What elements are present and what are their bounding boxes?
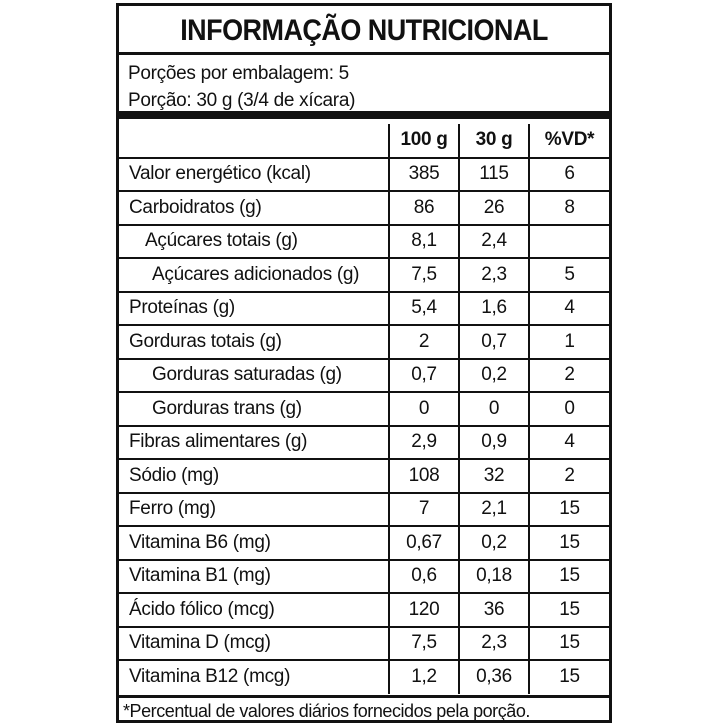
table-row: [119, 526, 609, 560]
value-per-serving: 2,4: [459, 225, 529, 259]
value-per-100g: 0,7: [389, 359, 459, 393]
table-row: [119, 660, 609, 694]
table-row: [119, 493, 609, 527]
value-per-serving: 36: [459, 593, 529, 627]
value-daily-percent: 4: [529, 426, 609, 460]
value-daily-percent: 15: [529, 593, 609, 627]
value-per-100g: 8,1: [389, 225, 459, 259]
label-title: INFORMAÇÃO NUTRICIONAL: [180, 14, 548, 47]
header-daily-value: %VD*: [529, 124, 609, 158]
serving-info: [128, 60, 355, 114]
value-daily-percent: 15: [529, 560, 609, 594]
header-nutrient: [119, 124, 389, 158]
servings-per-package: Porções por embalagem: 5: [128, 63, 349, 84]
value-per-serving: 115: [459, 158, 529, 192]
value-per-serving: 2,3: [459, 627, 529, 661]
footnote: *Percentual de valores diários fornecidos pela porção.: [123, 701, 530, 721]
value-per-serving: 26: [459, 191, 529, 225]
nutrition-facts-label: [116, 3, 612, 723]
header-per-serving: 30 g: [459, 124, 529, 158]
value-per-100g: 2: [389, 325, 459, 359]
value-daily-percent: 15: [529, 660, 609, 694]
value-per-100g: 86: [389, 191, 459, 225]
value-per-serving: 0: [459, 392, 529, 426]
value-per-serving: 1,6: [459, 292, 529, 326]
serving-size: Porção: 30 g (3/4 de xícara): [128, 90, 356, 111]
value-daily-percent: 8: [529, 191, 609, 225]
value-per-serving: 0,18: [459, 560, 529, 594]
table-row: [119, 225, 609, 259]
value-daily-percent: 15: [529, 493, 609, 527]
table-row: [119, 191, 609, 225]
value-daily-percent: 5: [529, 258, 609, 292]
value-daily-percent: 2: [529, 459, 609, 493]
table-row: [119, 560, 609, 594]
table-row: [119, 325, 609, 359]
nutrient-name: Vitamina D (mcg): [119, 627, 389, 661]
nutrient-name: Açúcares adicionados (g): [119, 258, 389, 292]
value-daily-percent: [529, 225, 609, 259]
table-body: [119, 158, 609, 694]
table-row: [119, 292, 609, 326]
nutrient-name: Vitamina B6 (mg): [119, 526, 389, 560]
table-row: [119, 426, 609, 460]
nutrient-name: Vitamina B12 (mcg): [129, 666, 291, 688]
nutrient-name: Carboidratos (g): [119, 191, 389, 225]
nutrient-name: Gorduras trans (g): [119, 392, 389, 426]
nutrient-name: Vitamina B1 (mg): [119, 560, 389, 594]
value-per-serving: 32: [459, 459, 529, 493]
value-daily-percent: 1: [529, 325, 609, 359]
title-divider: [119, 52, 609, 55]
bottom-divider: [119, 695, 609, 698]
value-per-serving: 0,36: [459, 660, 529, 694]
value-per-100g: 385: [389, 158, 459, 192]
value-daily-percent: 15: [529, 526, 609, 560]
table-row: [119, 627, 609, 661]
value-per-serving: 2,1: [459, 493, 529, 527]
table-row: [119, 258, 609, 292]
value-per-serving: 0,2: [459, 526, 529, 560]
table-row: [119, 158, 609, 192]
value-per-100g: 2,9: [389, 426, 459, 460]
table-header-row: [119, 124, 609, 158]
value-daily-percent: 15: [529, 627, 609, 661]
table-row: [119, 359, 609, 393]
nutrient-name: Proteínas (g): [119, 292, 389, 326]
table-row: [119, 459, 609, 493]
value-per-serving: 0,2: [459, 359, 529, 393]
value-daily-percent: 4: [529, 292, 609, 326]
value-daily-percent: 2: [529, 359, 609, 393]
value-per-100g: 7,5: [389, 258, 459, 292]
nutrient-name: Valor energético (kcal): [119, 158, 389, 192]
table-row: [119, 392, 609, 426]
value-per-100g: 5,4: [389, 292, 459, 326]
value-per-serving: 0,7: [459, 325, 529, 359]
nutrient-name: Ferro (mg): [119, 493, 389, 527]
nutrient-name: Fibras alimentares (g): [119, 426, 389, 460]
value-per-100g: 0,67: [389, 526, 459, 560]
nutrient-name: Açúcares totais (g): [119, 225, 389, 259]
value-per-100g: 0: [389, 392, 459, 426]
nutrition-table: [119, 124, 609, 694]
value-per-100g: 120: [389, 593, 459, 627]
value-daily-percent: 6: [529, 158, 609, 192]
nutrient-name: Gorduras totais (g): [119, 325, 389, 359]
value-per-serving: 0,9: [459, 426, 529, 460]
value-per-100g: 7: [389, 493, 459, 527]
value-daily-percent: 0: [529, 392, 609, 426]
nutrient-name: Sódio (mg): [119, 459, 389, 493]
value-per-100g: 0,6: [389, 560, 459, 594]
header-per-100g: 100 g: [389, 124, 459, 158]
nutrient-name: Ácido fólico (mcg): [119, 593, 389, 627]
nutrient-name: Gorduras saturadas (g): [119, 359, 389, 393]
value-per-100g: 1,2: [389, 660, 459, 694]
value-per-serving: 2,3: [459, 258, 529, 292]
value-per-100g: 7,5: [389, 627, 459, 661]
table-row: [119, 593, 609, 627]
value-per-100g: 108: [389, 459, 459, 493]
thick-divider: [119, 111, 609, 119]
